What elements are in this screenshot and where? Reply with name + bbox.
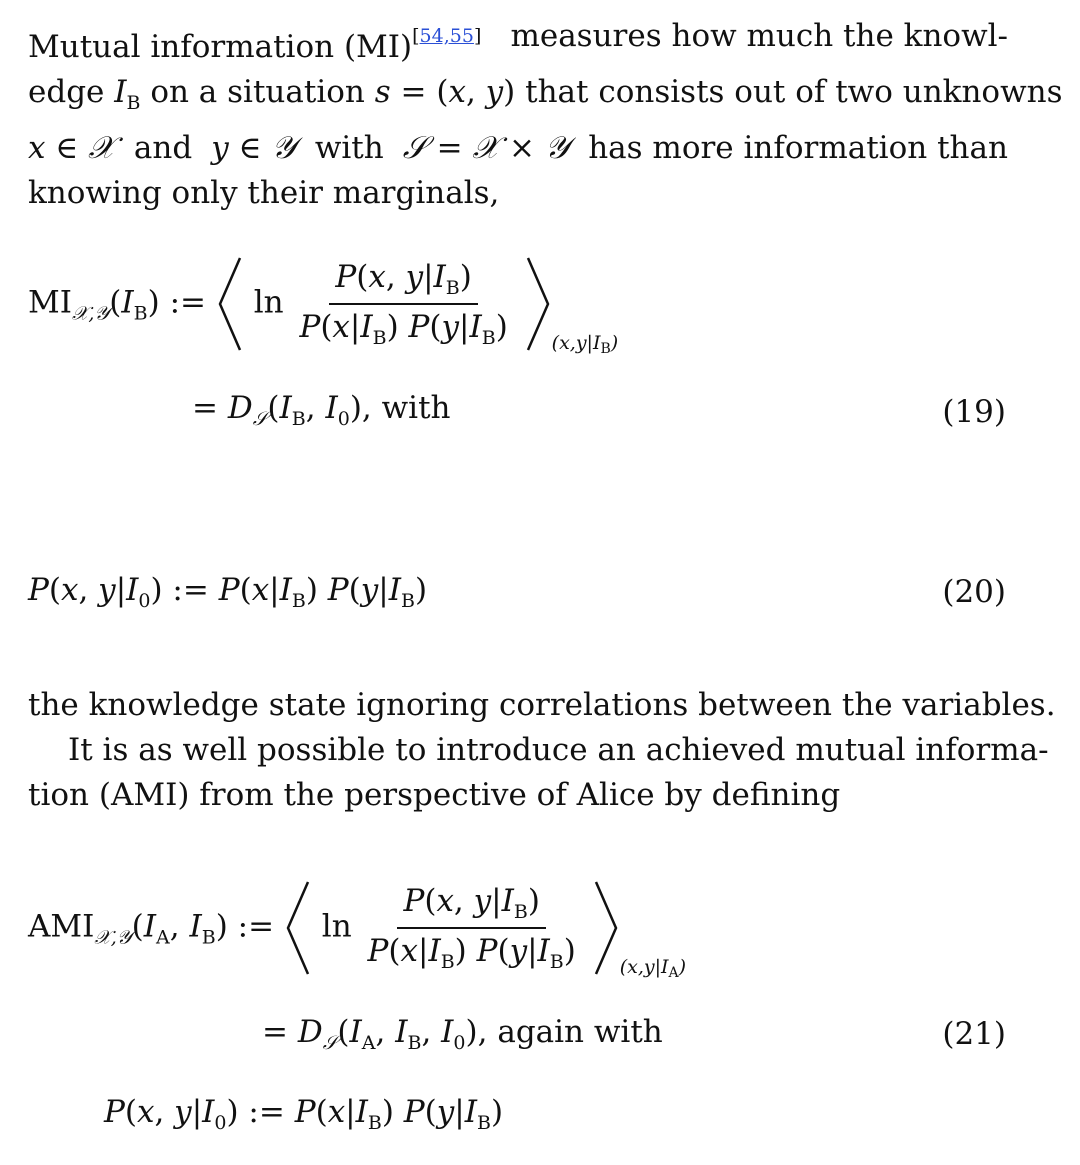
right-angle-bracket xyxy=(592,880,620,976)
text-line: x ∈ 𝒳 and y ∈ 𝒴 with 𝒮 = 𝒳 × 𝒴 has more information than xyxy=(28,126,1008,171)
text-segment: edge xyxy=(28,74,105,110)
equation-number-21: (21) xyxy=(942,1016,1006,1052)
text-segment: has more information than xyxy=(588,130,1008,166)
text-line: the knowledge state ignoring correlations between the variables. xyxy=(28,687,1056,723)
text-segment: Mutual information (MI) xyxy=(28,29,413,65)
citation-numbers[interactable]: 54,55 xyxy=(419,25,474,47)
text-segment: and xyxy=(133,130,193,166)
eq-text: , with xyxy=(361,390,451,426)
equation-21-line2: = $D_𝒮(I_A$, $I_B$, $I_0$), again with xyxy=(262,1014,663,1054)
text-line: It is as well possible to introduce an achieved mutual informa- xyxy=(68,732,1049,768)
fraction: $\frac{P(x, y|I_B)}{P(x|I_B) P(y|I_B)}$ xyxy=(299,259,508,349)
fraction: $\frac{P(x, y|I_B)}{P(x|I_B) P(y|I_B)}$ xyxy=(367,883,576,973)
eq-text: , again with xyxy=(477,1014,663,1050)
eq-lhs-name: MI xyxy=(28,284,72,321)
equation-20: P(x, $y|I_0$) := $P(x|I_B)$ $P(y|I_B)$ xyxy=(28,572,428,612)
text-line: knowing only their marginals, xyxy=(28,175,500,211)
ln-operator: ln xyxy=(321,908,352,945)
right-angle-bracket xyxy=(524,256,552,352)
equation-19-line2: = $D_𝒮(I_B$, $I_0$), with xyxy=(192,390,451,430)
eq-assign: := xyxy=(169,284,206,321)
eq-assign: := xyxy=(237,908,275,945)
text-segment: with xyxy=(314,130,384,166)
text-line xyxy=(28,14,1008,70)
text-line: tion (AMI) from the perspective of Alice by defining xyxy=(28,777,841,813)
equation-21-line3: P(x, $y|I_0$) := $P(x|I_B)$ $P(y|I_B)$ xyxy=(104,1094,504,1134)
text-segment: that consists out of two unknowns xyxy=(525,74,1063,110)
paragraph-intro xyxy=(28,14,1063,216)
left-angle-bracket xyxy=(216,256,244,352)
text-segment: measures how much the knowl- xyxy=(510,18,1008,54)
equation-21-line1: $AMI_{𝒳,𝒴}(I_A$, $I_B$) := ln $\frac{P(x, y|I_B)}{P(x|I_B) P(y|I_B)}$ $_{(x,y|I_A)}$ xyxy=(28,880,686,981)
eq-lhs-name: AMI xyxy=(28,908,95,945)
equation-19-line1: $MI_{𝒳,𝒴}(I_B)$ := ln $\frac{P(x, y|I_B)}{P(x|I_B) P(y|I_B)}$ $_{(x,y|I_B)}$ xyxy=(28,256,618,357)
text-line: edge $I_B$ on a situation s = (x, y) that consists out of two unknowns xyxy=(28,74,1063,114)
text-segment: on a situation xyxy=(150,74,365,110)
equation-number-19: (19) xyxy=(942,394,1006,430)
equation-number-20: (20) xyxy=(942,574,1006,610)
citation-link[interactable]: [54,55] xyxy=(412,25,482,47)
left-angle-bracket xyxy=(284,880,312,976)
paragraph-ami xyxy=(28,683,1056,818)
ln-operator: ln xyxy=(253,284,284,321)
